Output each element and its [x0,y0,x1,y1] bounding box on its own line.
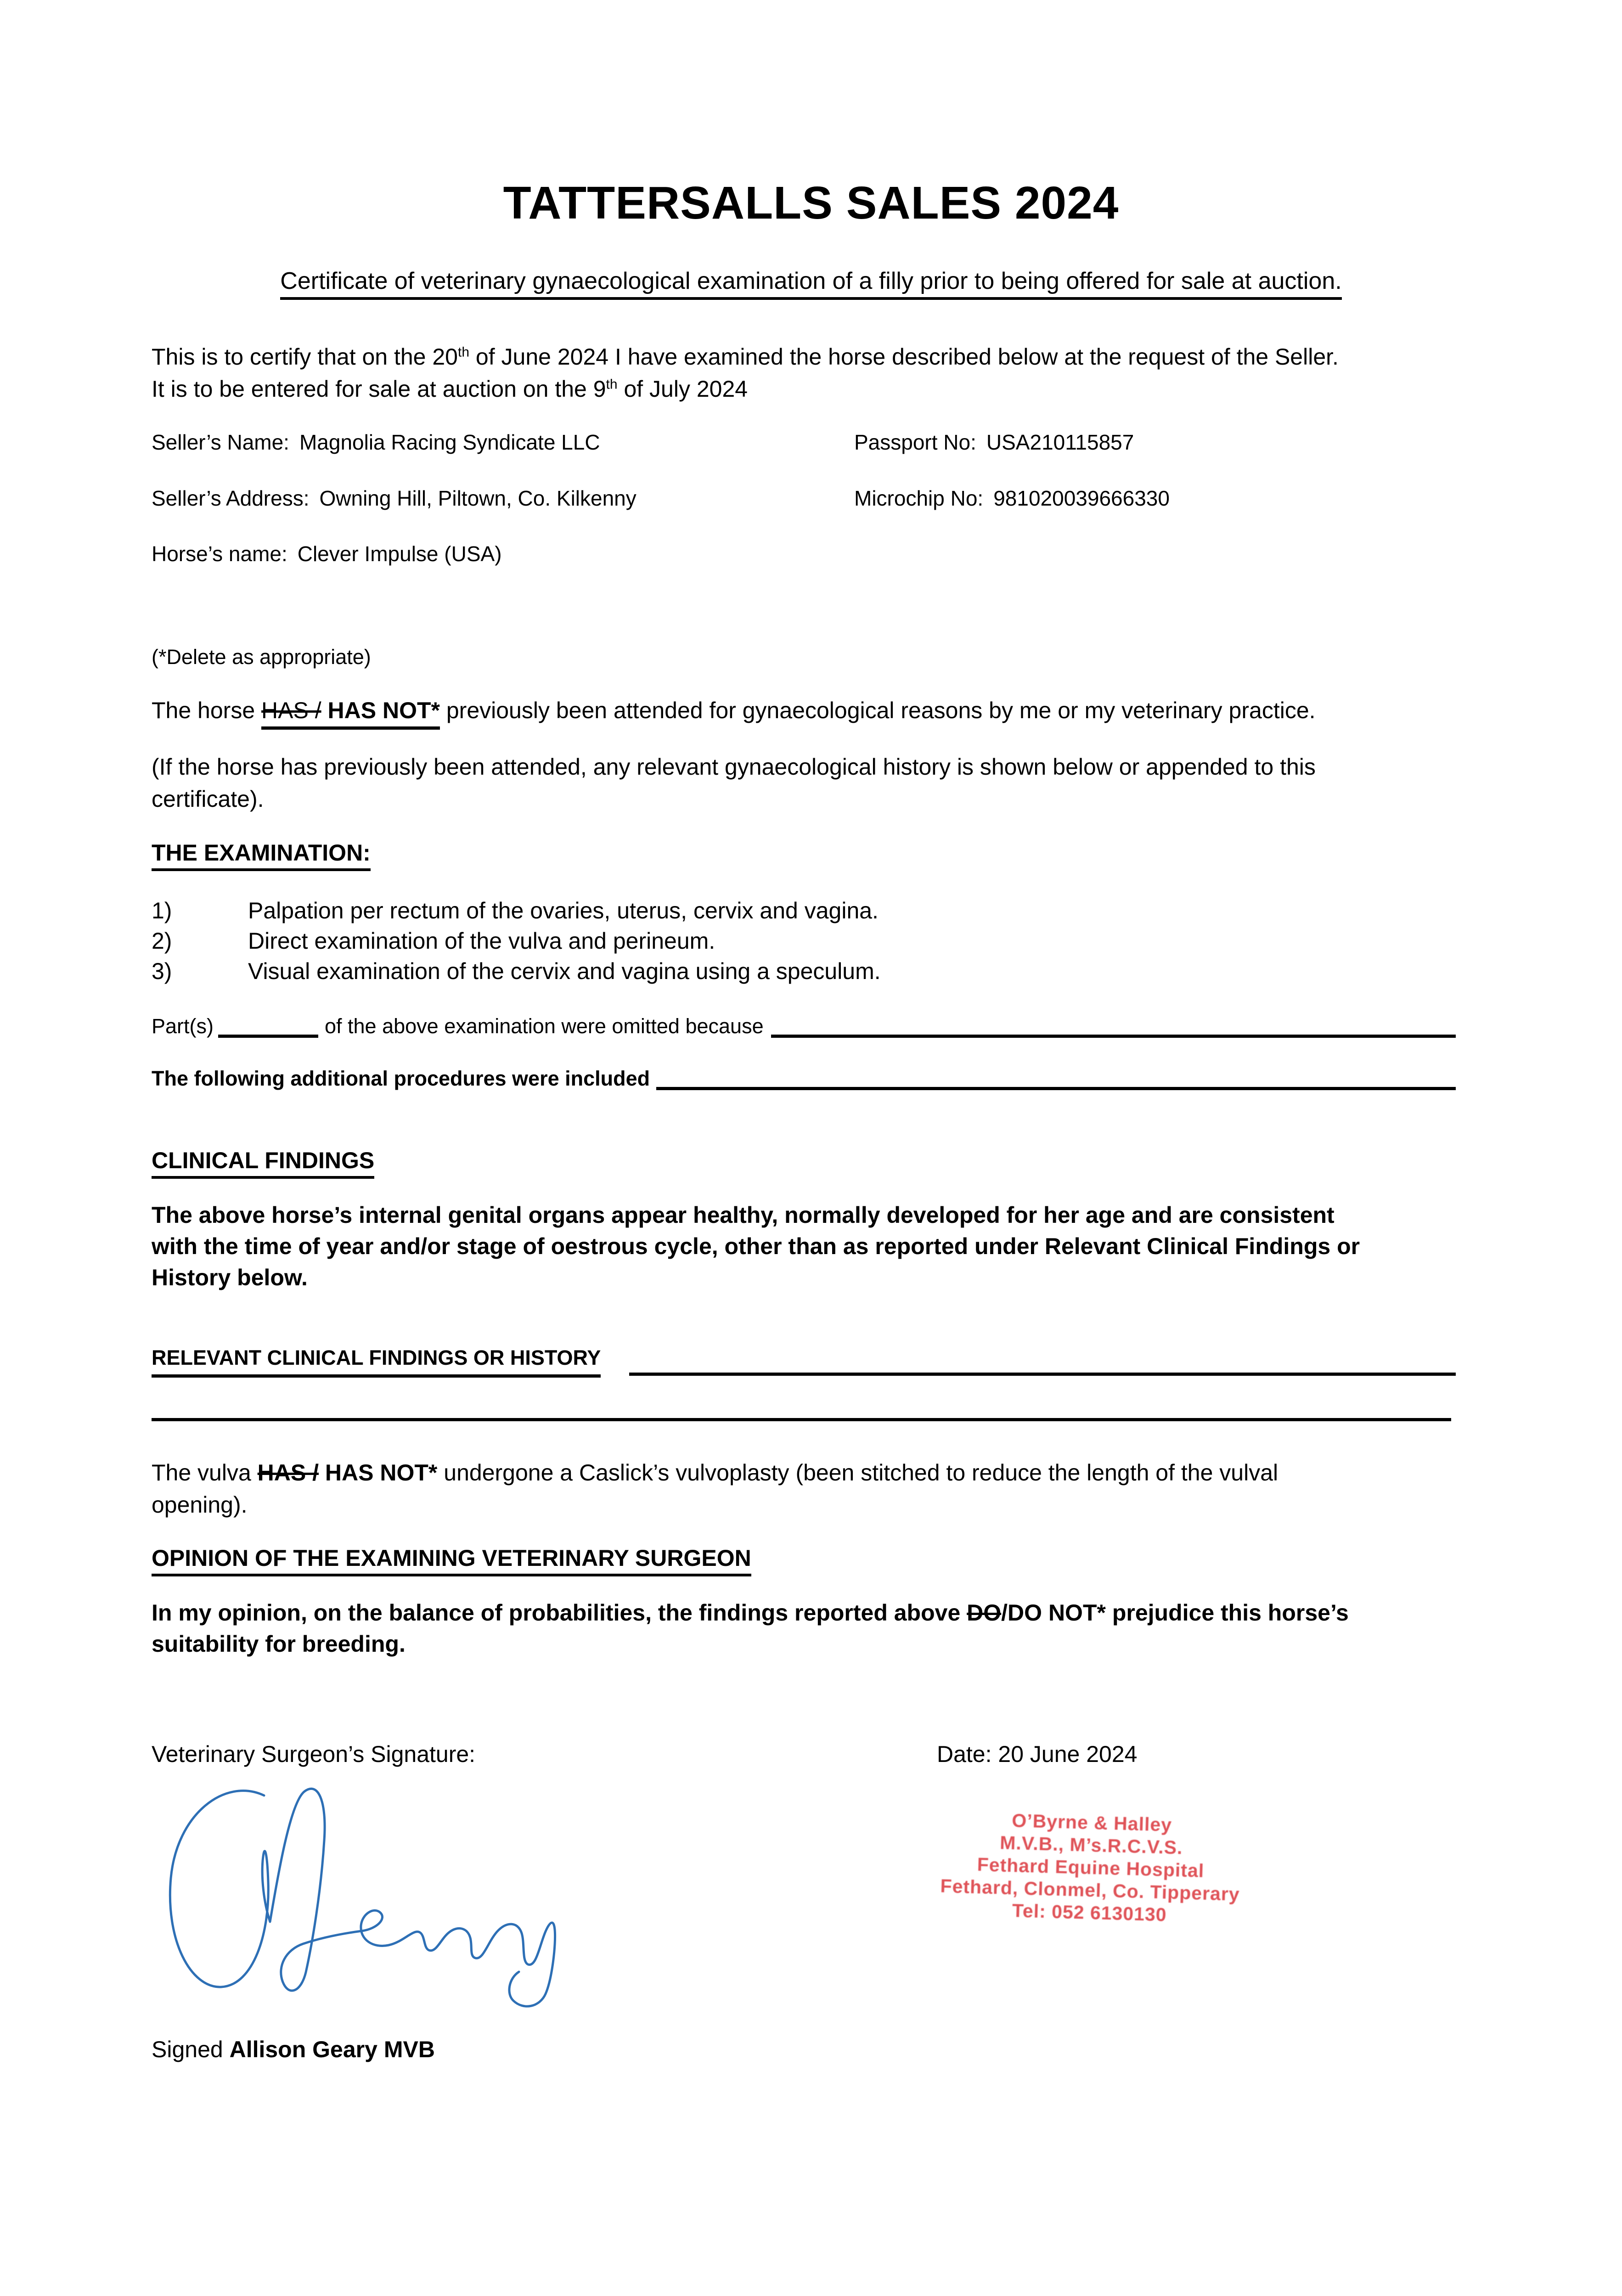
opinion-post-line2: suitability for breeding. [152,1631,406,1657]
date-label: Date: 20 June 2024 [937,1741,1138,1767]
seller-address-value: Owning Hill, Piltown, Co. Kilkenny [319,486,636,510]
intro-line1-pre: This is to certify that on the 20 [152,344,458,370]
microchip-value: 981020039666330 [993,486,1170,510]
clinical-line1: The above horse’s internal genital organs appear healthy, normally developed for her age and are consistent [152,1202,1335,1228]
signature-date-row [152,1738,1456,1770]
additional-procedures-line [152,1065,1456,1092]
delete-note-text: (*Delete as appropriate) [152,645,371,669]
clinical-paragraph [152,1199,1456,1293]
findings-rule [152,1418,1451,1421]
intro-line1-post: of June 2024 I have examined the horse described below at the request of the Seller. [469,344,1339,370]
opinion-donot: /DO NOT* [1001,1600,1106,1626]
signed-name: Allison Geary MVB [229,2037,435,2062]
stamp-line-2: M.V.B., M’s.R.C.V.S. [999,1832,1183,1858]
exam-item-2 [152,925,1456,957]
opinion-pre: In my opinion, on the balance of probabilities, the findings reported above [152,1600,967,1626]
stamp-line-4: Fethard, Clonmel, Co. Tipperary [940,1875,1240,1905]
exam-item-3-num: 3) [152,958,172,984]
has-hasnot-choice [261,698,440,730]
omitted-post: of the above examination were omitted because [325,1014,764,1038]
seller-address-row [152,485,1456,511]
seller-name-value: Magnolia Racing Syndicate LLC [299,430,600,454]
exam-item-1 [152,895,1456,927]
attended-post: previously been attended for gynaecological reasons by me or my veterinary practice. [439,698,1316,723]
stamp-line-3: Fethard Equine Hospital [977,1854,1205,1881]
additional-label: The following additional procedures were included [152,1067,650,1090]
signed-row [152,2033,1456,2065]
stamp-line-1: O’Byrne & Halley [1011,1810,1172,1835]
vulva-post-line1: undergone a Caslick’s vulvoplasty (been stitched to reduce the length of the vulval [437,1460,1278,1486]
opinion-paragraph [152,1597,1456,1660]
clinical-heading [152,1144,1456,1176]
attended-note-line2: certificate). [152,786,264,812]
opinion-heading [152,1542,1456,1574]
certificate-subtitle [0,267,1622,295]
ordinal-sup: th [458,344,470,360]
handwritten-signature [152,1782,565,2016]
clinical-heading-text: CLINICAL FINDINGS [152,1148,374,1179]
intro-paragraph [152,341,1456,405]
seller-name-label: Seller’s Name: [152,430,289,454]
signature-label: Veterinary Surgeon’s Signature: [152,1741,476,1767]
opinion-heading-text: OPINION OF THE EXAMINING VETERINARY SURGEON [152,1545,751,1576]
delete-note [152,644,1456,670]
relevant-blank [629,1373,1456,1376]
exam-item-2-text: Direct examination of the vulva and perineum. [248,928,715,954]
examination-heading [152,837,1456,869]
clinical-line3: History below. [152,1265,308,1290]
page-title [0,177,1622,230]
vulva-post-line2: opening). [152,1492,248,1518]
ordinal-sup: th [606,377,618,392]
examination-heading-text: THE EXAMINATION: [152,840,371,871]
intro-line2-pre: It is to be entered for sale at auction on the 9 [152,376,606,402]
exam-item-2-num: 2) [152,928,172,954]
seller-name-row [152,429,1456,455]
attended-pre: The horse [152,698,262,723]
hasnot-option: HAS NOT* [321,698,440,723]
passport-value: USA210115857 [986,430,1134,454]
opinion-do-struck: DO [967,1600,1002,1626]
passport-label: Passport No: [854,430,976,454]
omitted-line [152,1013,1456,1040]
seller-address-label: Seller’s Address: [152,486,310,510]
practice-stamp [931,1807,1251,1928]
opinion-post-line1: prejudice this horse’s [1105,1600,1349,1626]
horse-name-value: Clever Impulse (USA) [297,542,502,566]
attended-note [152,751,1456,815]
attended-statement [152,694,1456,726]
relevant-findings-line [152,1345,1456,1378]
stamp-line-5: Tel: 052 6130130 [1012,1900,1167,1925]
omitted-pre: Part(s) [152,1014,214,1038]
signature-stroke [170,1789,555,2006]
horse-name-row [152,541,1456,567]
vulva-hasnot: HAS NOT* [319,1460,438,1486]
vulva-has-struck: HAS / [257,1460,319,1486]
additional-blank [656,1087,1456,1090]
exam-item-1-num: 1) [152,898,172,923]
vulva-pre: The vulva [152,1460,258,1486]
page-title-text: TATTERSALLS SALES 2024 [503,177,1119,229]
certificate-subtitle-text: Certificate of veterinary gynaecological examination of a filly prior to being offered for sale at auction. [280,268,1341,300]
omitted-reason-blank [771,1035,1456,1038]
exam-item-3-text: Visual examination of the cervix and vagina using a speculum. [248,958,881,984]
microchip-label: Microchip No: [854,486,984,510]
microchip-cell [854,485,1170,511]
intro-line2-post: of July 2024 [617,376,748,402]
vulva-statement [152,1457,1456,1521]
attended-note-line1: (If the horse has previously been attended, any relevant gynaecological history is shown below or appended to this [152,754,1316,780]
passport-cell [854,429,1134,455]
signed-label: Signed [152,2037,230,2062]
exam-item-3 [152,955,1456,987]
relevant-heading-text: RELEVANT CLINICAL FINDINGS OR HISTORY [152,1345,601,1378]
exam-item-1-text: Palpation per rectum of the ovaries, uterus, cervix and vagina. [248,898,879,923]
clinical-line2: with the time of year and/or stage of oestrous cycle, other than as reported under Relevant Clinical Findings or [152,1233,1360,1259]
has-option-struck: HAS / [261,698,321,723]
horse-name-label: Horse’s name: [152,542,287,566]
omitted-parts-blank [218,1035,318,1038]
